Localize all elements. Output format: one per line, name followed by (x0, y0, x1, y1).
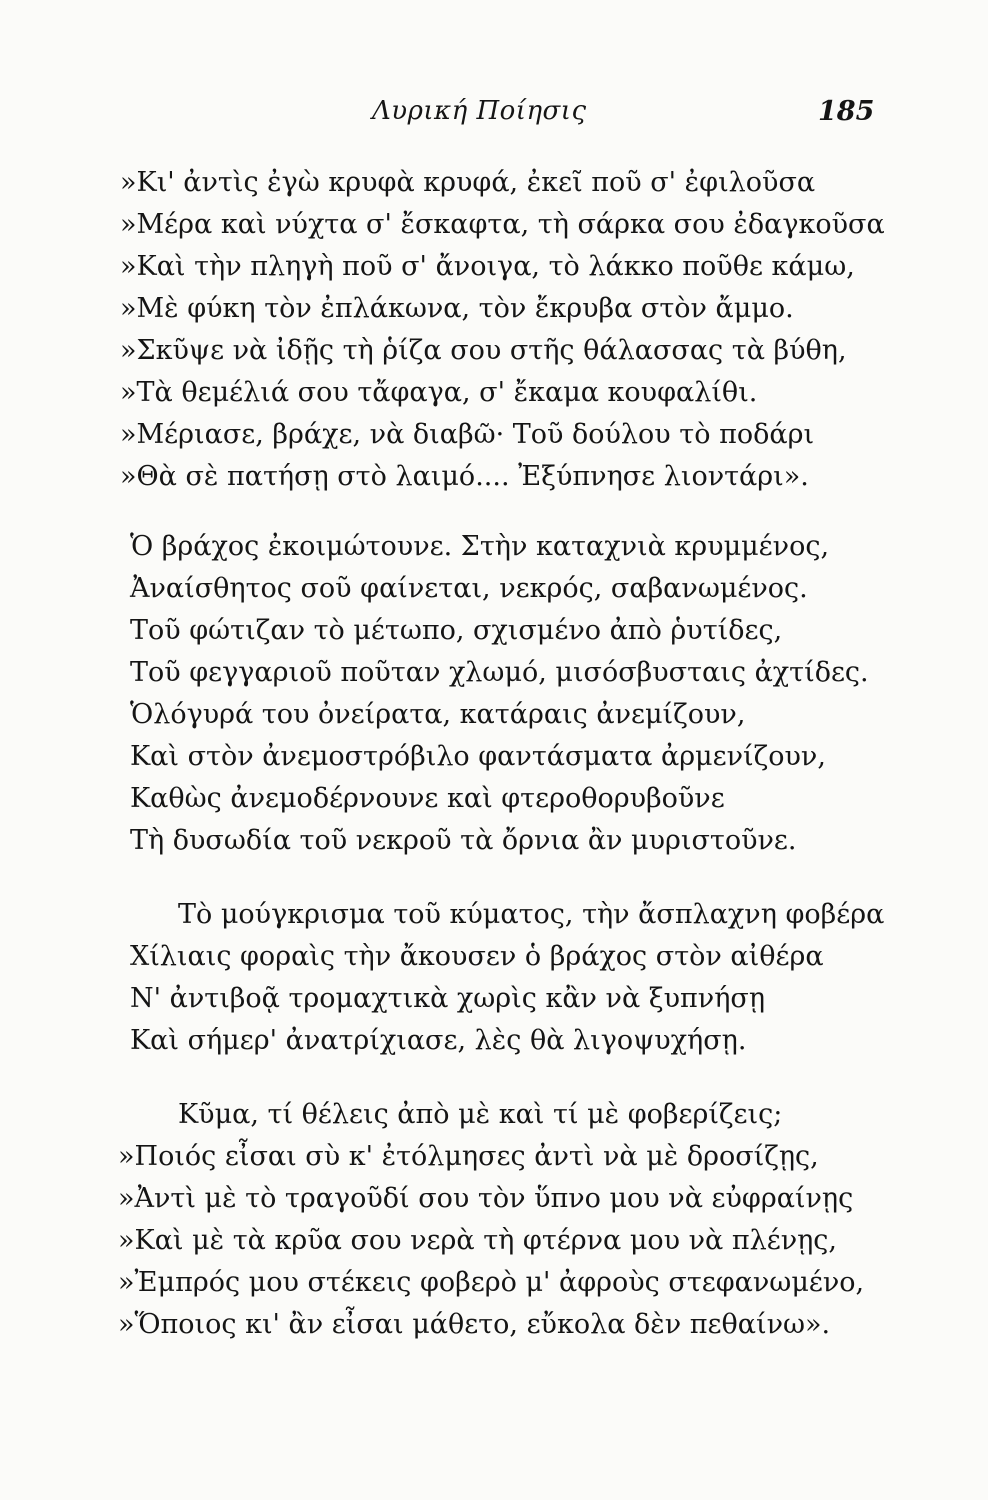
running-head (0, 96, 988, 130)
page-number: 185 (818, 96, 875, 127)
verse-line: Ν' ἀντιβοᾷ τρομαχτικὰ χωρὶς κἂν νὰ ξυπνήσῃ (130, 983, 766, 1014)
verse-line: »Μὲ φύκη τὸν ἐπλάκωνα, τὸν ἔκρυβα στὸν ἄμμο. (120, 293, 794, 324)
verse-line: Χίλιαις φοραὶς τὴν ἄκουσεν ὁ βράχος στὸν αἰθέρα (130, 941, 824, 972)
verse-line: Καὶ σήμερ' ἀνατρίχιασε, λὲς θὰ λιγοψυχήσῃ. (130, 1025, 747, 1056)
verse-line: »Καὶ τὴν πληγὴ ποῦ σ' ἄνοιγα, τὸ λάκκο ποῦθε κάμω, (120, 251, 855, 282)
verse-line: »Ποιός εἶσαι σὺ κ' ἐτόλμησες ἀντὶ νὰ μὲ δροσίζῃς, (118, 1141, 819, 1172)
verse-line: »Μέριασε, βράχε, νὰ διαβῶ· Τοῦ δούλου τὸ ποδάρι (120, 419, 815, 450)
verse-line: Καθὼς ἀνεμοδέρνουνε καὶ φτεροθορυβοῦνε (130, 783, 725, 814)
verse-line: »Σκῦψε νὰ ἰδῇς τὴ ῥίζα σου στῆς θάλασσας τὰ βύθη, (120, 335, 847, 366)
verse-line: Ὁλόγυρά του ὀνείρατα, κατάραις ἀνεμίζουν, (130, 699, 746, 730)
verse-line: Ὁ βράχος ἐκοιμώτουνε. Στὴν καταχνιὰ κρυμμένος, (130, 531, 830, 562)
verse-line: Κῦμα, τί θέλεις ἀπὸ μὲ καὶ τί μὲ φοβερίζεις; (178, 1099, 783, 1130)
verse-line: Τὴ δυσωδία τοῦ νεκροῦ τὰ ὄρνια ἂν μυριστοῦνε. (130, 825, 797, 856)
verse-line: »Τὰ θεμέλιά σου τἄφαγα, σ' ἔκαμα κουφαλίθι. (120, 377, 758, 408)
verse-line: Τοῦ φεγγαριοῦ ποῦταν χλωμό, μισόσβυσταις ἀχτίδες. (130, 657, 869, 688)
verse-line: »Καὶ μὲ τὰ κρῦα σου νερὰ τὴ φτέρνα μου νὰ πλένῃς, (118, 1225, 838, 1256)
verse-line: Τοῦ φώτιζαν τὸ μέτωπο, σχισμένο ἀπὸ ῥυτίδες, (130, 615, 783, 646)
verse-line: Καὶ στὸν ἀνεμοστρόβιλο φαντάσματα ἀρμενίζουν, (130, 741, 826, 772)
verse-line: »Ὅποιος κι' ἂν εἶσαι μάθετο, εὔκολα δὲν πεθαίνω». (118, 1309, 831, 1340)
verse-line: »Μέρα καὶ νύχτα σ' ἔσκαφτα, τὴ σάρκα σου ἐδαγκοῦσα (120, 209, 885, 240)
verse-line: Ἀναίσθητος σοῦ φαίνεται, νεκρός, σαβανωμένος. (130, 573, 808, 604)
verse-line: »Κι' ἀντὶς ἐγὼ κρυφὰ κρυφά, ἐκεῖ ποῦ σ' ἐφιλοῦσα (120, 167, 816, 198)
verse-line: »Ἐμπρός μου στέκεις φοβερὸ μ' ἀφροὺς στεφανωμένο, (118, 1267, 865, 1298)
verse-line: Τὸ μούγκρισμα τοῦ κύματος, τὴν ἄσπλαχνη φοβέρα (178, 899, 885, 930)
running-title: Λυρική Ποίησις (372, 96, 587, 126)
verse-line: »Θὰ σὲ πατήσῃ στὸ λαιμό.... Ἐξύπνησε λιοντάρι». (120, 461, 809, 492)
verse-line: »Ἀντὶ μὲ τὸ τραγοῦδί σου τὸν ὕπνο μου νὰ εὐφραίνῃς (118, 1183, 854, 1214)
